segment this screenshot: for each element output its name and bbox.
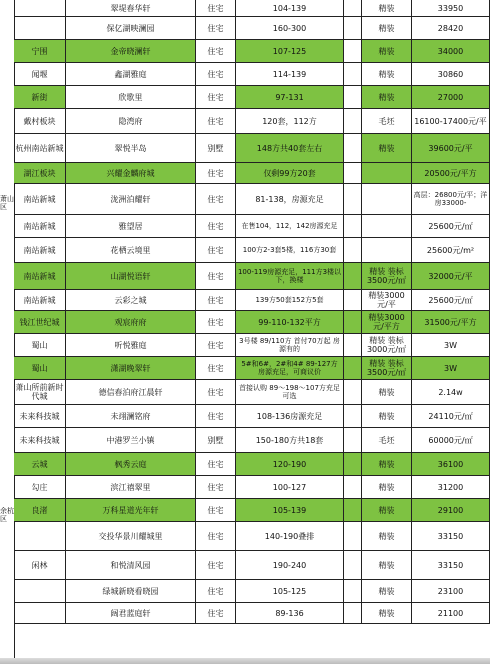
project-name-cell: 中港罗兰小镇	[66, 428, 196, 453]
spacer-cell	[344, 357, 362, 380]
type-cell: 住宅	[196, 86, 236, 109]
project-name-cell: 雅望居	[66, 215, 196, 238]
decoration-cell: 精装	[362, 603, 412, 624]
district-label-xiaoshan: 萧山区	[0, 194, 14, 211]
project-name-cell: 观宸府府	[66, 311, 196, 334]
area-cell: 宁围	[14, 40, 66, 63]
type-cell: 住宅	[196, 238, 236, 263]
decoration-cell	[362, 163, 412, 184]
area-cell	[14, 522, 66, 551]
decoration-cell: 精装	[362, 476, 412, 499]
area-cell	[14, 0, 66, 17]
decoration-cell: 精装	[362, 453, 412, 476]
type-cell: 住宅	[196, 184, 236, 215]
price-cell: 30860	[412, 63, 490, 86]
unit-size-cell: 97-131	[236, 86, 344, 109]
decoration-cell	[362, 215, 412, 238]
decoration-cell: 精装	[362, 17, 412, 40]
left-gutter	[0, 0, 14, 664]
project-name-cell: 山湖悦语轩	[66, 263, 196, 290]
unit-size-cell: 在售104，112，142房源充足	[236, 215, 344, 238]
price-cell: 20500元/平方	[412, 163, 490, 184]
area-cell: 闲林	[14, 551, 66, 580]
area-cell: 新街	[14, 86, 66, 109]
decoration-cell: 精装 装标3500元/㎡	[362, 357, 412, 380]
type-cell: 住宅	[196, 357, 236, 380]
type-cell: 住宅	[196, 290, 236, 311]
area-cell: 蜀山	[14, 334, 66, 357]
price-cell: 25600元/㎡	[412, 290, 490, 311]
decoration-cell: 精装 装标3000元/㎡	[362, 334, 412, 357]
decoration-cell: 精装	[362, 86, 412, 109]
district-label-yuhang: 余杭区	[0, 506, 14, 523]
spacer-cell	[344, 405, 362, 428]
type-cell: 住宅	[196, 40, 236, 63]
spacer-cell	[344, 311, 362, 334]
project-name-cell: 阔君蓝庭轩	[66, 603, 196, 624]
project-name-cell: 绿城新晓看晓园	[66, 580, 196, 603]
decoration-cell: 精装	[362, 63, 412, 86]
area-cell: 南站新城	[14, 290, 66, 311]
unit-size-cell: 120套，112方	[236, 109, 344, 134]
housing-price-table	[14, 0, 490, 664]
area-cell: 南站新城	[14, 238, 66, 263]
unit-size-cell: 160-300	[236, 17, 344, 40]
spacer-cell	[344, 63, 362, 86]
decoration-cell: 毛坯	[362, 109, 412, 134]
project-name-cell: 欣歌里	[66, 86, 196, 109]
type-cell: 住宅	[196, 551, 236, 580]
spacer-cell	[344, 428, 362, 453]
decoration-cell: 精装3000元/平方	[362, 311, 412, 334]
price-cell: 28420	[412, 17, 490, 40]
spacer-cell	[344, 551, 362, 580]
price-cell: 36100	[412, 453, 490, 476]
project-name-cell: 听悦雅庭	[66, 334, 196, 357]
type-cell: 别墅	[196, 134, 236, 163]
type-cell: 住宅	[196, 109, 236, 134]
decoration-cell: 毛坯	[362, 428, 412, 453]
project-name-cell: 保亿湖映澜园	[66, 17, 196, 40]
price-cell: 23100	[412, 580, 490, 603]
spacer-cell	[344, 163, 362, 184]
area-cell: 戴村板块	[14, 109, 66, 134]
decoration-cell: 精装	[362, 40, 412, 63]
area-cell: 云城	[14, 453, 66, 476]
type-cell: 别墅	[196, 428, 236, 453]
spacer-cell	[344, 453, 362, 476]
price-cell: 29100	[412, 499, 490, 522]
type-cell: 住宅	[196, 334, 236, 357]
area-cell: 杭州南站新城	[14, 134, 66, 163]
project-name-cell: 交投华景川耀城里	[66, 522, 196, 551]
unit-size-cell: 100-127	[236, 476, 344, 499]
type-cell: 住宅	[196, 476, 236, 499]
unit-size-cell: 仅剩99方20套	[236, 163, 344, 184]
unit-size-cell: 100-119房源充足，111方3楼以下，换楼	[236, 263, 344, 290]
unit-size-cell: 89-136	[236, 603, 344, 624]
spacer-cell	[344, 522, 362, 551]
type-cell: 住宅	[196, 163, 236, 184]
type-cell: 住宅	[196, 63, 236, 86]
price-cell: 33150	[412, 522, 490, 551]
unit-size-cell: 107-125	[236, 40, 344, 63]
price-cell: 21100	[412, 603, 490, 624]
project-name-cell: 隐湾府	[66, 109, 196, 134]
price-cell: 3W	[412, 334, 490, 357]
type-cell: 住宅	[196, 263, 236, 290]
area-cell: 钱江世纪城	[14, 311, 66, 334]
type-cell: 住宅	[196, 215, 236, 238]
spacer-cell	[344, 334, 362, 357]
price-cell: 16100-17400元/平	[412, 109, 490, 134]
project-name-cell: 鑫湖雅庭	[66, 63, 196, 86]
project-name-cell: 兴耀金麟府城	[66, 163, 196, 184]
unit-size-cell: 81-138，房源充足	[236, 184, 344, 215]
spacer-cell	[344, 215, 362, 238]
spacer-cell	[344, 263, 362, 290]
decoration-cell: 精装 装标3500元/㎡	[362, 263, 412, 290]
type-cell: 住宅	[196, 453, 236, 476]
project-name-cell: 未翊澜铭府	[66, 405, 196, 428]
spacer-cell	[344, 476, 362, 499]
unit-size-cell: 148方共40套左右	[236, 134, 344, 163]
spacer-cell	[344, 109, 362, 134]
price-cell: 25600元/m²	[412, 238, 490, 263]
price-cell: 39600元/平	[412, 134, 490, 163]
unit-size-cell: 100方2-3套5楼，116方30套	[236, 238, 344, 263]
unit-size-cell: 139方50套152方5套	[236, 290, 344, 311]
spacer-cell	[344, 290, 362, 311]
spacer-cell	[344, 184, 362, 215]
project-name-cell: 花栖云境里	[66, 238, 196, 263]
project-name-cell: 云彩之城	[66, 290, 196, 311]
unit-size-cell: 3号楼 89/110方 首付70万起 房源有的	[236, 334, 344, 357]
area-cell: 闻堰	[14, 63, 66, 86]
decoration-cell: 精装	[362, 499, 412, 522]
area-cell	[14, 603, 66, 624]
spacer-cell	[344, 134, 362, 163]
project-name-cell: 泷洲泊耀轩	[66, 184, 196, 215]
price-cell: 高层：26800元/平；洋房33000-	[412, 184, 490, 215]
decoration-cell: 精装3000元/平	[362, 290, 412, 311]
type-cell: 住宅	[196, 580, 236, 603]
price-cell: 31200	[412, 476, 490, 499]
type-cell: 住宅	[196, 311, 236, 334]
price-cell: 2.14w	[412, 380, 490, 405]
unit-size-cell: 首接认购 89～198～107方充足可选	[236, 380, 344, 405]
type-cell: 住宅	[196, 380, 236, 405]
type-cell: 住宅	[196, 17, 236, 40]
type-cell: 住宅	[196, 499, 236, 522]
spacer-cell	[344, 380, 362, 405]
area-cell: 南站新城	[14, 215, 66, 238]
area-cell: 南站新城	[14, 184, 66, 215]
project-name-cell: 德信春泊府江晨轩	[66, 380, 196, 405]
unit-size-cell: 104-139	[236, 0, 344, 17]
spacer-cell	[344, 238, 362, 263]
spacer-cell	[344, 499, 362, 522]
unit-size-cell: 105-139	[236, 499, 344, 522]
area-cell: 勾庄	[14, 476, 66, 499]
price-cell: 31500元/平方	[412, 311, 490, 334]
decoration-cell: 精装	[362, 551, 412, 580]
decoration-cell: 精装	[362, 0, 412, 17]
spacer-cell	[344, 0, 362, 17]
type-cell: 住宅	[196, 603, 236, 624]
spacer-cell	[344, 17, 362, 40]
area-cell	[14, 17, 66, 40]
area-cell: 蜀山	[14, 357, 66, 380]
area-cell: 南站新城	[14, 263, 66, 290]
decoration-cell	[362, 238, 412, 263]
unit-size-cell: 99-110-132平方	[236, 311, 344, 334]
area-cell: 未来科技城	[14, 428, 66, 453]
project-name-cell: 金帝晓澜轩	[66, 40, 196, 63]
price-cell: 33150	[412, 551, 490, 580]
unit-size-cell: 108-136房源充足	[236, 405, 344, 428]
decoration-cell	[362, 184, 412, 215]
price-cell: 32000元/平	[412, 263, 490, 290]
area-cell	[14, 580, 66, 603]
price-cell: 27000	[412, 86, 490, 109]
decoration-cell: 精装	[362, 522, 412, 551]
area-cell: 未来科技城	[14, 405, 66, 428]
price-cell: 25600元/㎡	[412, 215, 490, 238]
unit-size-cell: 114-139	[236, 63, 344, 86]
type-cell: 住宅	[196, 522, 236, 551]
price-cell: 24110元/㎡	[412, 405, 490, 428]
decoration-cell: 精装	[362, 405, 412, 428]
project-name-cell: 万科星道光年轩	[66, 499, 196, 522]
price-cell: 33950	[412, 0, 490, 17]
unit-size-cell: 120-190	[236, 453, 344, 476]
unit-size-cell: 5#和6#，2#和4# 89-127方 房源充足，可商议价	[236, 357, 344, 380]
unit-size-cell: 140-190叠排	[236, 522, 344, 551]
spacer-cell	[344, 86, 362, 109]
decoration-cell: 精装	[362, 134, 412, 163]
project-name-cell: 枫秀云庭	[66, 453, 196, 476]
decoration-cell: 精装	[362, 580, 412, 603]
unit-size-cell: 190-240	[236, 551, 344, 580]
pen-foreground	[0, 658, 490, 664]
spacer-cell	[344, 40, 362, 63]
decoration-cell: 精装	[362, 380, 412, 405]
project-name-cell: 滨江禧翠里	[66, 476, 196, 499]
type-cell: 住宅	[196, 0, 236, 17]
area-cell: 湖江板块	[14, 163, 66, 184]
spacer-cell	[344, 603, 362, 624]
price-cell: 34000	[412, 40, 490, 63]
price-cell: 60000元/㎡	[412, 428, 490, 453]
unit-size-cell: 150-180方共18套	[236, 428, 344, 453]
project-name-cell: 和悦清风园	[66, 551, 196, 580]
project-name-cell: 翠堤春华轩	[66, 0, 196, 17]
area-cell: 萧山所前新时代城	[14, 380, 66, 405]
price-cell: 3W	[412, 357, 490, 380]
project-name-cell: 潇湖晚翠轩	[66, 357, 196, 380]
unit-size-cell: 105-125	[236, 580, 344, 603]
project-name-cell: 翠悦半岛	[66, 134, 196, 163]
spacer-cell	[344, 580, 362, 603]
area-cell: 良渚	[14, 499, 66, 522]
type-cell: 住宅	[196, 405, 236, 428]
